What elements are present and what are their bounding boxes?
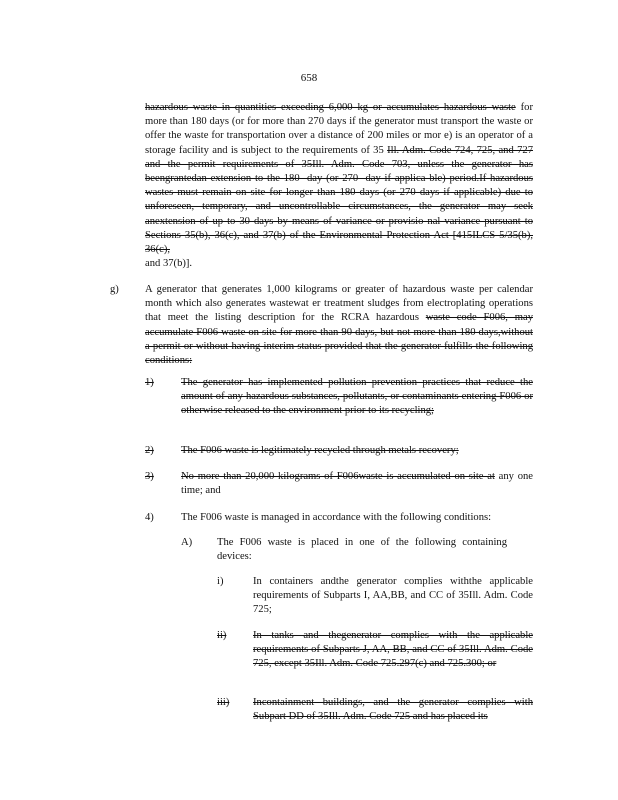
condition-label: 4) xyxy=(145,512,154,523)
struck-text: waste code F006, may accumulate F006 waste on site for more than 90 days, but not more than 180 days,without a permit or without having interim status provided that the generator fulfills the following conditions: xyxy=(145,312,533,367)
condition-text xyxy=(181,470,533,498)
device-text: In tanks and thegenerator complies with the applicable requirements of Subparts J, AA, BB, and CC of 35Ill. Adm. Code 725, except 35Ill. Adm. Code 725.297(c) and 725.300; or xyxy=(253,630,533,670)
kept-text: A generator that generates 1,000 kilograms or greater of hazardous waste per calendar month which also generates wastewat er treatment sludges from electroplating operations that meet the listing description for the RCRA hazardous xyxy=(145,284,533,324)
struck-text: No more than 20,000 kilograms of F006waste is accumulated on site at xyxy=(181,471,495,482)
page-number: 658 xyxy=(300,72,318,84)
condition-text: The generator has implemented pollution prevention practices that reduce the amount of any hazardous substances, pollutants, or contaminants entering F006 or otherwise released to the environment prior to its recycling; xyxy=(181,377,533,417)
device-text: Incontainment buildings, and the generator complies with Subpart DD of 35Ill. Adm. Code 725 and has placed its xyxy=(253,697,533,723)
item-label: g) xyxy=(110,284,119,295)
subitem-text: The F006 waste is placed in one of the following containing devices: xyxy=(217,537,507,563)
device-label: i) xyxy=(217,576,224,587)
condition-label: 3) xyxy=(145,471,154,482)
device-label: iii) xyxy=(217,697,230,708)
kept-text: for more than 180 days (or for more than 270 days if the generator must transport the waste or offer the waste for transportation over a distance of 200 miles or mor e) is an operator of a storage facility and is subject to the requirements of 35 xyxy=(145,102,533,156)
device-label: ii) xyxy=(217,630,227,641)
condition-text: The F006 waste is managed in accordance with the following conditions: xyxy=(181,512,492,523)
condition-text: The F006 waste is legitimately recycled through metals recovery; xyxy=(181,445,459,456)
kept-text: any one time; and xyxy=(181,471,533,497)
device-text: In containers andthe generator complies withthe applicable requirements of Subparts I, AA,BB, and CC of 35Ill. Adm. Code 725; xyxy=(253,576,533,616)
continuation-paragraph xyxy=(145,101,533,271)
subitem-label: A) xyxy=(181,537,193,548)
condition-label: 2) xyxy=(145,445,154,456)
item-g-paragraph xyxy=(145,283,533,368)
condition-label: 1) xyxy=(145,377,154,388)
struck-text: hazardous waste in quantities exceeding 6,000 kg or accumulates hazardous waste xyxy=(145,102,516,113)
kept-text: and 37(b)]. xyxy=(145,258,193,270)
struck-text: Ill. Adm. Code 724, 725, and 727 and the permit requirements of 35Ill. Adm. Code 703, unless the generator has beengrantedan extension to the 180- day (or 270- day if applica ble) period.If hazardous wastes must remain on site for longer than 180 days (or 270 days if applicable) due to unforeseen, temporary, and uncontrollable circumstances, the generator may seek anextension of up to 30 days by means of variance or provisio nal variance pursuant to Sections 35(b), 36(c), and 37(b) of the Environmental Protection Act [415ILCS 5/35(b), 36(c), xyxy=(145,144,533,256)
